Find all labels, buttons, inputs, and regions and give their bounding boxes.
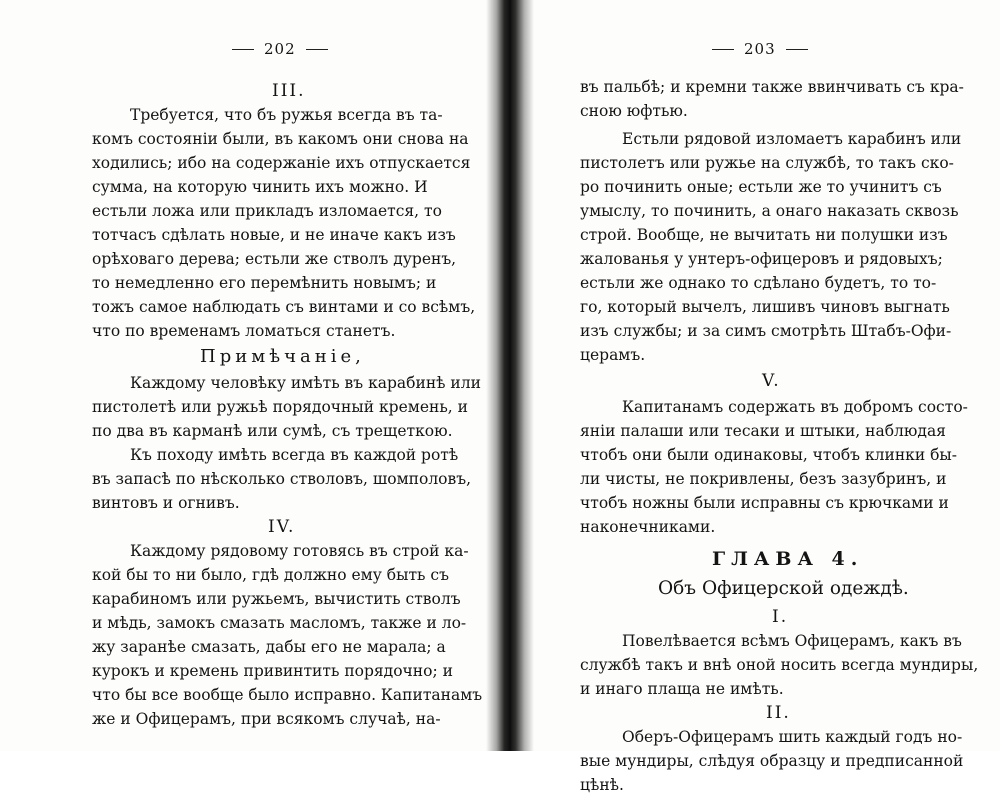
section-heading-iv: IV.	[268, 517, 296, 537]
section-heading-iii: III.	[272, 81, 306, 101]
page-number-right: 203	[712, 40, 808, 58]
note-heading-1: Примѣчаніе,	[200, 346, 365, 367]
left-page: 202 III. Требуется, что бъ ружья всегда въ та- комъ состояніи были, въ какомъ они снова на ходились; ибо на содержаніе ихъ отпускается сумма, на которую чинить ихъ можно. И естьли ложа или прикладъ изломается, то тотчасъ сдѣлать новые, и не иначе какъ изъ орѣховаго дерева; естьли же стволъ дуренъ, то немедленно его перемѣнить новымъ; и тожъ самое наблюдать съ винтами и со всѣмъ, что по временамъ ломаться станетъ. Примѣчаніе, Каждому человѣку имѣть въ карабинѣ или пистолетѣ или ружьѣ порядочный кремень, и по два въ карманѣ или сумѣ, съ трещеткою. Къ походу имѣть всегда въ каждой ротѣ въ запасѣ по нѣсколько стволовъ, шомполовъ, винтовъ и огнивъ. IV. Каждому рядовому готовясь въ строй ка- кой бы то ни было, гдѣ должно ему быть съ карабиномъ или ружьемъ, вычистить стволъ и мѣдь, замокъ смазать масломъ, также и ло- жу заранѣе смазать, дабы его не марала; а курокъ и кремень привинтить порядочно; и что бы все вообще было исправно. Капитанамъ же и Офицерамъ, при всякомъ случаѣ, на-	[92, 40, 483, 728]
right-page: 203 въ пальбѣ; и кремни также ввинчивать съ кра- сною юфтью. Естьли рядовой изломаетъ карабинъ или пистолетъ или ружье на службѣ, то такъ ско- ро починить оные; естьли же то учинитъ съ умыслу, то починить, а онаго наказать сквозь строй. Вообще, не вычитать ни полушки изъ жалованья у унтеръ-офицеровъ и рядовыхъ; естьли же однако то сдѣлано будетъ, то то- го, который вычелъ, лишивъ чиновъ выгнать изъ службы; и за симъ смотрѣть Штабъ-Офи- церамъ. V. Капитанамъ содержать въ добромъ состо- яніи палаши или тесаки и штыки, наблюдая чтобъ они были одинаковы, чтобъ клинки бы- ли чисты, не покривлены, безъ зазубринъ, и чтобъ ножны были исправны съ крючками и наконечниками. ГЛАВА 4. Объ Офицерской одеждѣ. I. Повелѣвается всѣмъ Офицерамъ, какъ въ службѣ такъ и внѣ оной носить всегда мундиры, и инаго плаща не имѣть. II. Оберъ-Офицерамъ шить каждый годъ но- вые мундиры, слѣдуя образцу и предписанной цѣнѣ.	[580, 40, 979, 794]
section-heading-v: V.	[762, 371, 781, 391]
section-heading-ii: II.	[766, 703, 791, 723]
chapter-heading: ГЛАВА 4.	[712, 548, 864, 570]
section-heading-i: I.	[772, 607, 789, 627]
page-number-left: 202	[232, 40, 328, 58]
chapter-title: Объ Офицерской одеждѣ.	[658, 578, 909, 599]
